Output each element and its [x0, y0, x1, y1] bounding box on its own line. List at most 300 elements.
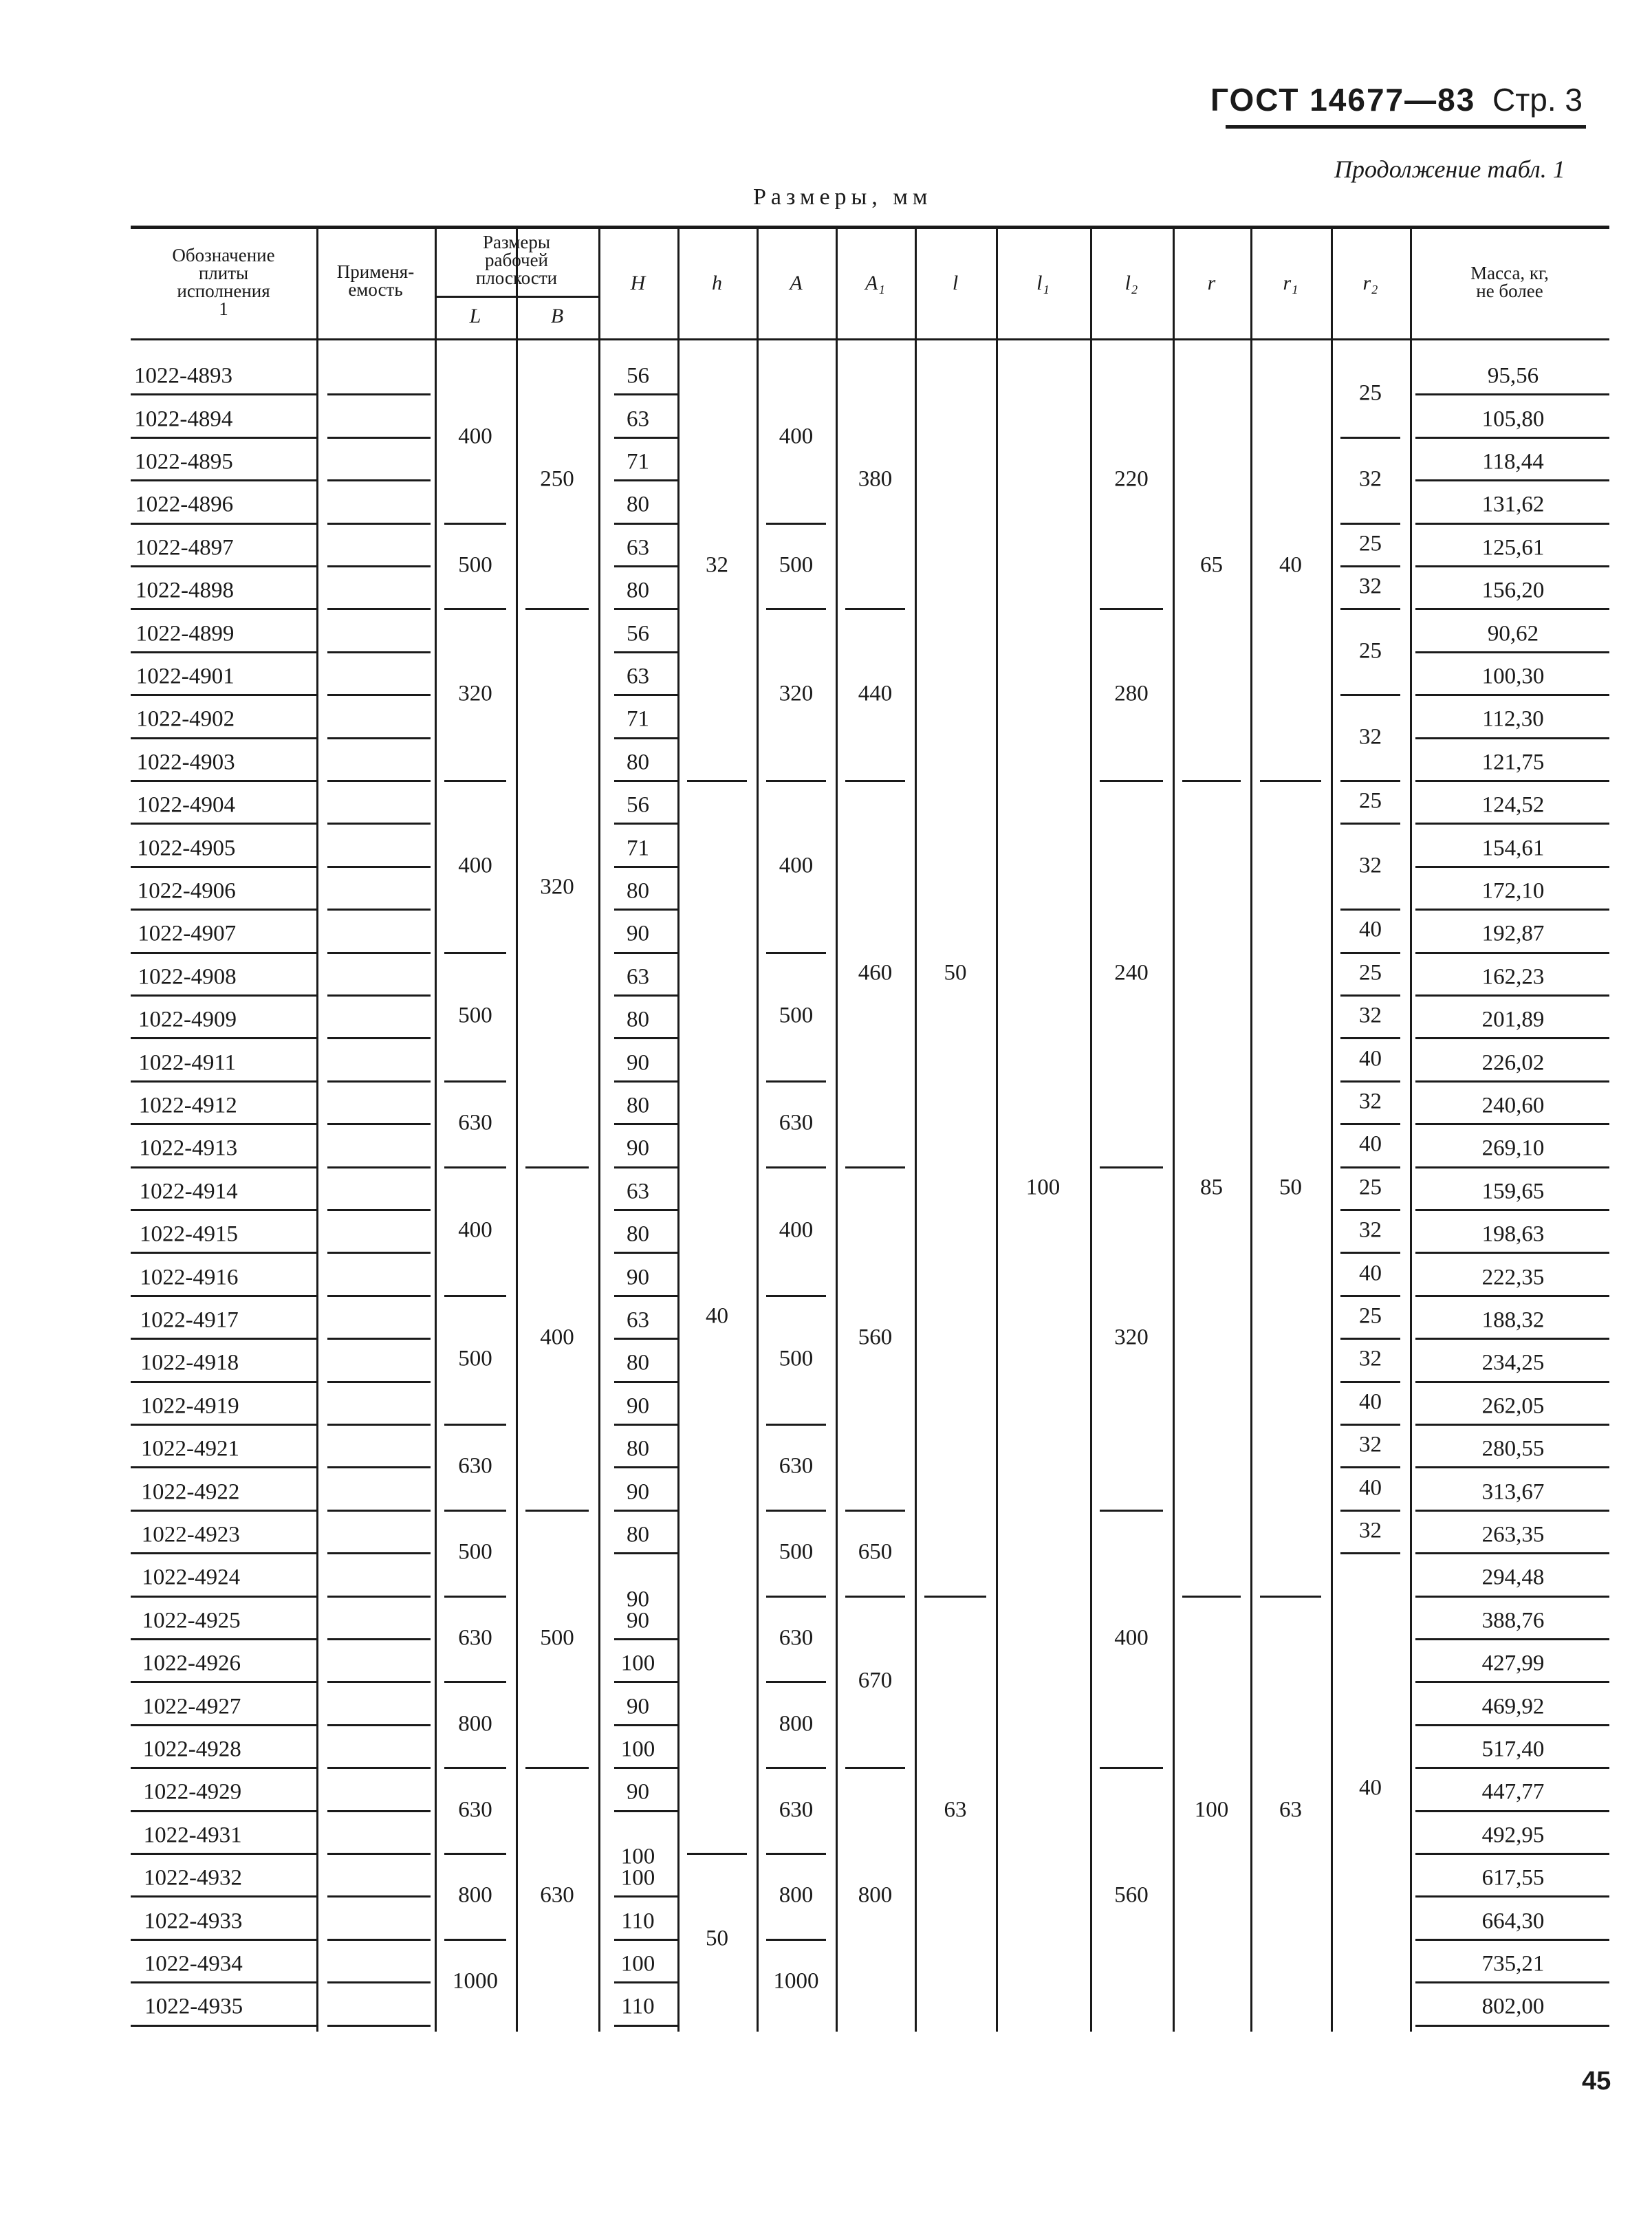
table-cell-r2: 32	[1359, 1346, 1382, 1371]
span-rule-a	[766, 1596, 826, 1598]
row-rule-mass	[1415, 1853, 1609, 1855]
table-row-mass: 313,67	[1481, 1479, 1545, 1505]
table-cell-r2: 32	[1359, 1003, 1382, 1028]
table-cell-r1: 40	[1279, 552, 1302, 578]
span-rule-l	[444, 1295, 506, 1297]
table-row-H: 90	[627, 1479, 649, 1505]
table-continuation-note: Продолжение табл. 1	[1334, 155, 1565, 183]
row-rule-designation	[131, 523, 316, 525]
span-rule-l	[444, 952, 506, 954]
table-cell-l: 800	[458, 1711, 492, 1737]
row-rule-designation	[131, 1381, 316, 1383]
table-cell-a: 320	[779, 681, 814, 706]
span-rule-r2	[1340, 1510, 1400, 1512]
row-rule-applicability	[327, 1767, 431, 1769]
span-rule-l	[444, 780, 506, 782]
table-cell-l2: 400	[1114, 1625, 1149, 1651]
row-rule-applicability	[327, 1981, 431, 1983]
row-rule-designation	[131, 1596, 316, 1598]
row-rule-mass	[1415, 1724, 1609, 1726]
table-cell-r: 65	[1200, 552, 1223, 578]
work-surface-split	[516, 296, 518, 338]
table-cell-b: 630	[540, 1882, 574, 1908]
table-cell-l: 63	[944, 1797, 967, 1823]
row-rule-applicability	[327, 2025, 431, 2027]
row-rule-mass	[1415, 565, 1609, 567]
row-rule-H	[614, 952, 677, 954]
row-rule-mass	[1415, 1810, 1609, 1812]
span-rule-a	[766, 1080, 826, 1083]
row-rule-applicability	[327, 1252, 431, 1254]
table-cell-b: 250	[540, 466, 574, 492]
table-cell-r: 85	[1200, 1175, 1223, 1200]
span-rule-r2	[1340, 1295, 1400, 1297]
table-cell-r2: 40	[1359, 1261, 1382, 1286]
table-row-designation: 1022-4904	[137, 792, 235, 818]
span-rule-a	[766, 1853, 826, 1855]
table-column-line	[677, 226, 680, 2032]
table-cell-h: 50	[706, 1926, 728, 1951]
row-rule-mass	[1415, 1552, 1609, 1554]
row-rule-designation	[131, 1424, 316, 1426]
table-row-mass: 664,30	[1481, 1909, 1545, 1934]
row-rule-applicability	[327, 866, 431, 868]
row-rule-designation	[131, 1209, 316, 1211]
row-rule-H	[614, 823, 677, 825]
table-cell-h: 40	[706, 1303, 728, 1329]
row-rule-applicability	[327, 608, 431, 610]
span-rule-r2	[1340, 608, 1400, 610]
table-cell-l2: 560	[1114, 1882, 1149, 1908]
table-row-H: 63	[627, 406, 649, 432]
row-rule-mass	[1415, 1209, 1609, 1211]
span-rule-b	[525, 1166, 589, 1168]
table-row-mass: 201,89	[1481, 1007, 1545, 1032]
span-rule-r2	[1340, 952, 1400, 954]
row-rule-designation	[131, 1123, 316, 1125]
row-rule-applicability	[327, 909, 431, 911]
row-rule-mass	[1415, 694, 1609, 696]
table-column-line	[1331, 226, 1333, 2032]
row-rule-applicability	[327, 565, 431, 567]
row-rule-applicability	[327, 1338, 431, 1340]
table-row-H: 90	[627, 1050, 649, 1076]
table-cell-a: 500	[779, 552, 814, 578]
table-cell-l2: 280	[1114, 681, 1149, 706]
table-cell-r2: 32	[1359, 1432, 1382, 1457]
table-cell-r2: 40	[1359, 1131, 1382, 1157]
table-merged-H: 100	[620, 1844, 655, 1869]
table-row-designation: 1022-4924	[142, 1565, 241, 1590]
row-rule-designation	[131, 437, 316, 439]
span-rule-r	[1182, 780, 1241, 782]
row-rule-designation	[131, 780, 316, 782]
table-row-H: 71	[627, 706, 649, 732]
span-rule-r2	[1340, 780, 1400, 782]
table-row-H: 63	[627, 1307, 649, 1333]
table-row-designation: 1022-4907	[138, 921, 237, 946]
row-rule-H	[614, 608, 677, 610]
table-row-mass: 226,02	[1481, 1050, 1545, 1076]
table-row-mass: 124,52	[1481, 792, 1545, 818]
table-row-designation: 1022-4911	[138, 1050, 237, 1076]
table-row-mass: 125,61	[1481, 535, 1545, 561]
row-rule-mass	[1415, 1510, 1609, 1512]
table-cell-r2: 25	[1359, 960, 1382, 986]
table-row-designation: 1022-4902	[136, 706, 235, 732]
row-rule-H	[614, 1209, 677, 1211]
header-rule	[1226, 125, 1586, 129]
header-r1: r₁	[1283, 272, 1298, 294]
span-rule-r2	[1340, 909, 1400, 911]
table-cell-l: 320	[458, 681, 492, 706]
row-rule-mass	[1415, 1080, 1609, 1083]
row-rule-designation	[131, 1810, 316, 1812]
row-rule-designation	[131, 1981, 316, 1983]
row-rule-designation	[131, 1295, 316, 1297]
table-row-mass: 802,00	[1481, 1994, 1545, 2019]
span-rule-l	[444, 1166, 506, 1168]
span-rule-a1	[845, 1596, 905, 1598]
table-row-H: 80	[627, 1007, 649, 1032]
table-column-line	[435, 226, 437, 2032]
table-row-H: 90	[627, 1135, 649, 1161]
span-rule-r2	[1340, 994, 1400, 997]
table-row-mass: 234,25	[1481, 1350, 1545, 1376]
table-row-designation: 1022-4931	[143, 1823, 242, 1848]
row-rule-H	[614, 1424, 677, 1426]
table-row-mass: 118,44	[1482, 449, 1544, 475]
row-rule-applicability	[327, 1080, 431, 1083]
table-cell-r2: 25	[1359, 638, 1382, 664]
span-rule-a	[766, 952, 826, 954]
row-rule-applicability	[327, 1037, 431, 1039]
row-rule-applicability	[327, 1810, 431, 1812]
table-cell-l: 500	[458, 1539, 492, 1565]
table-column-line	[996, 226, 998, 2032]
row-rule-H	[614, 780, 677, 782]
table-column-line	[836, 226, 838, 2032]
table-row-H: 56	[627, 363, 649, 389]
table-row-mass: 240,60	[1481, 1093, 1545, 1118]
table-row-designation: 1022-4934	[144, 1951, 243, 1977]
row-rule-designation	[131, 1638, 316, 1640]
span-rule-r2	[1340, 1123, 1400, 1125]
table-row-H: 100	[620, 1951, 655, 1977]
row-rule-applicability	[327, 523, 431, 525]
row-rule-designation	[131, 1037, 316, 1039]
span-rule-a	[766, 1166, 826, 1168]
table-cell-l2: 240	[1114, 960, 1149, 986]
table-row-H: 56	[627, 621, 649, 646]
row-rule-H	[614, 2025, 677, 2027]
table-row-designation: 1022-4925	[142, 1608, 241, 1633]
table-cell-r2: 25	[1359, 380, 1382, 406]
row-rule-mass	[1415, 952, 1609, 954]
table-cell-r2: 25	[1359, 531, 1382, 556]
table-row-mass: 156,20	[1481, 578, 1545, 603]
table-cell-l2: 220	[1114, 466, 1149, 492]
table-column-line	[757, 226, 759, 2032]
table-cell-a: 500	[779, 1346, 814, 1371]
span-rule-l	[924, 1596, 986, 1598]
table-row-designation: 1022-4898	[135, 578, 234, 603]
span-rule-l2	[1100, 608, 1163, 610]
row-rule-mass	[1415, 1681, 1609, 1683]
row-rule-applicability	[327, 1381, 431, 1383]
table-row-H: 90	[627, 1779, 649, 1805]
table-cell-l: 1000	[453, 1968, 498, 1994]
row-rule-mass	[1415, 823, 1609, 825]
table-row-designation: 1022-4929	[143, 1779, 242, 1805]
table-row-designation: 1022-4903	[136, 750, 235, 775]
span-rule-r2	[1340, 1080, 1400, 1083]
page-header-page-label: Стр. 3	[1492, 82, 1583, 118]
row-rule-H	[614, 994, 677, 997]
table-cell-a: 500	[779, 1539, 814, 1565]
table-row-designation: 1022-4916	[140, 1265, 239, 1290]
table-row-H: 80	[627, 1221, 649, 1247]
table-cell-l: 400	[458, 1217, 492, 1243]
table-row-designation: 1022-4897	[135, 535, 234, 561]
table-row-designation: 1022-4908	[138, 964, 237, 990]
row-rule-applicability	[327, 952, 431, 954]
row-rule-designation	[131, 737, 316, 739]
row-rule-H	[614, 1123, 677, 1125]
row-rule-applicability	[327, 479, 431, 481]
row-rule-H	[614, 651, 677, 653]
table-row-mass: 159,65	[1481, 1179, 1545, 1204]
table-row-designation: 1022-4913	[139, 1135, 238, 1161]
row-rule-mass	[1415, 1424, 1609, 1426]
table-cell-a: 800	[779, 1882, 814, 1908]
span-rule-r2	[1340, 565, 1400, 567]
table-cell-r1: 50	[1279, 1175, 1302, 1200]
row-rule-designation	[131, 393, 316, 395]
row-rule-designation	[131, 1338, 316, 1340]
table-row-designation: 1022-4922	[141, 1479, 240, 1505]
span-rule-l2	[1100, 1166, 1163, 1168]
table-column-line	[915, 226, 917, 2032]
span-rule-l	[444, 608, 506, 610]
table-row-H: 63	[627, 535, 649, 561]
row-rule-designation	[131, 1510, 316, 1512]
header-B: B	[550, 305, 564, 327]
table-row-designation: 1022-4896	[135, 492, 234, 517]
table-column-line	[1173, 226, 1175, 2032]
span-rule-r2	[1340, 1424, 1400, 1426]
table-column-line	[598, 226, 600, 2032]
row-rule-H	[614, 1981, 677, 1983]
span-rule-r1	[1260, 1596, 1321, 1598]
row-rule-designation	[131, 1552, 316, 1554]
row-rule-designation	[131, 1724, 316, 1726]
row-rule-applicability	[327, 1424, 431, 1426]
row-rule-mass	[1415, 994, 1609, 997]
header-L: L	[469, 305, 481, 327]
row-rule-designation	[131, 994, 316, 997]
row-rule-mass	[1415, 1166, 1609, 1168]
table-row-H: 110	[621, 1994, 655, 2019]
table-column-line	[1090, 226, 1092, 2032]
row-rule-applicability	[327, 1510, 431, 1512]
row-rule-mass	[1415, 437, 1609, 439]
table-cell-l: 630	[458, 1453, 492, 1479]
table-row-H: 90	[627, 1608, 649, 1633]
table-row-designation: 1022-4895	[134, 449, 233, 475]
row-rule-designation	[131, 1767, 316, 1769]
span-rule-r2	[1340, 1552, 1400, 1554]
span-rule-r2	[1340, 1166, 1400, 1168]
row-rule-mass	[1415, 909, 1609, 911]
table-row-mass: 162,23	[1481, 964, 1545, 990]
table-cell-l: 630	[458, 1625, 492, 1651]
span-rule-r2	[1340, 1037, 1400, 1039]
table-row-designation: 1022-4928	[142, 1737, 241, 1762]
table-header-rule	[131, 338, 1609, 340]
table-cell-a1: 560	[858, 1325, 893, 1350]
row-rule-mass	[1415, 1381, 1609, 1383]
row-rule-mass	[1415, 1037, 1609, 1039]
table-row-H: 110	[621, 1909, 655, 1934]
table-row-H: 63	[627, 664, 649, 689]
table-row-mass: 90,62	[1487, 621, 1539, 646]
span-rule-r2	[1340, 1252, 1400, 1254]
span-rule-b	[525, 1767, 589, 1769]
row-rule-H	[614, 479, 677, 481]
page-number: 45	[1582, 2067, 1611, 2096]
table-row-designation: 1022-4932	[144, 1865, 242, 1891]
row-rule-H	[614, 1166, 677, 1168]
table-cell-l: 50	[944, 960, 967, 986]
table-row-designation: 1022-4906	[137, 878, 236, 904]
row-rule-designation	[131, 1466, 316, 1468]
row-rule-H	[614, 1381, 677, 1383]
table-row-H: 100	[620, 1865, 655, 1891]
span-rule-a1	[845, 1767, 905, 1769]
table-cell-r2: 40	[1359, 1775, 1382, 1801]
table-cell-r2: 32	[1359, 724, 1382, 750]
row-rule-mass	[1415, 780, 1609, 782]
table-row-designation: 1022-4905	[137, 836, 236, 861]
row-rule-mass	[1415, 1596, 1609, 1598]
header-l: l	[952, 272, 959, 294]
row-rule-H	[614, 437, 677, 439]
table-row-designation: 1022-4901	[135, 664, 235, 689]
row-rule-applicability	[327, 1895, 431, 1898]
span-rule-l	[444, 1681, 506, 1683]
table-row-H: 80	[627, 578, 649, 603]
table-row-designation: 1022-4933	[144, 1909, 243, 1934]
row-rule-mass	[1415, 1295, 1609, 1297]
table-row-mass: 121,75	[1481, 750, 1545, 775]
span-rule-r2	[1340, 1338, 1400, 1340]
row-rule-H	[614, 1552, 677, 1554]
table-row-H: 90	[627, 921, 649, 946]
row-rule-H	[614, 1767, 677, 1769]
span-rule-l	[444, 1596, 506, 1598]
row-rule-mass	[1415, 479, 1609, 481]
table-cell-r: 100	[1194, 1797, 1229, 1823]
span-rule-l2	[1100, 780, 1163, 782]
row-rule-designation	[131, 2025, 316, 2027]
row-rule-mass	[1415, 1252, 1609, 1254]
row-rule-applicability	[327, 1466, 431, 1468]
table-cell-b: 400	[540, 1325, 574, 1350]
row-rule-H	[614, 1510, 677, 1512]
row-rule-designation	[131, 1166, 316, 1168]
table-row-H: 63	[627, 1179, 649, 1204]
table-row-H: 100	[620, 1737, 655, 1762]
table-row-H: 90	[627, 1393, 649, 1419]
row-rule-H	[614, 1338, 677, 1340]
row-rule-applicability	[327, 651, 431, 653]
table-row-H: 56	[627, 792, 649, 818]
table-row-H: 80	[627, 750, 649, 775]
table-column-line	[1250, 226, 1252, 2032]
span-rule-r2	[1340, 694, 1400, 696]
table-cell-r2: 32	[1359, 1518, 1382, 1543]
row-rule-mass	[1415, 1939, 1609, 1941]
span-rule-l	[444, 1080, 506, 1083]
header-applicability: Применя- емость	[336, 261, 415, 300]
span-rule-l	[444, 1510, 506, 1512]
table-cell-b: 320	[540, 874, 574, 900]
span-rule-l	[444, 1853, 506, 1855]
table-row-designation: 1022-4921	[141, 1436, 239, 1461]
row-rule-H	[614, 1466, 677, 1468]
row-rule-applicability	[327, 780, 431, 782]
table-row-H: 80	[627, 1436, 649, 1461]
row-rule-applicability	[327, 1552, 431, 1554]
table-row-mass: 388,76	[1481, 1608, 1545, 1633]
table-column-line	[516, 226, 518, 2032]
table-cell-l2: 320	[1114, 1325, 1149, 1350]
table-cell-a1: 440	[858, 681, 893, 706]
row-rule-applicability	[327, 1681, 431, 1683]
table-row-designation: 1022-4919	[140, 1393, 239, 1419]
table-row-mass: 492,95	[1481, 1823, 1545, 1848]
table-row-mass: 105,80	[1481, 406, 1545, 432]
span-rule-r2	[1340, 523, 1400, 525]
span-rule-b	[525, 1510, 589, 1512]
row-rule-mass	[1415, 608, 1609, 610]
span-rule-a1	[845, 608, 905, 610]
table-row-mass: 188,32	[1481, 1307, 1545, 1333]
table-cell-l: 400	[458, 853, 492, 878]
table-cell-r1: 63	[1279, 1797, 1302, 1823]
row-rule-applicability	[327, 1209, 431, 1211]
table-row-H: 71	[627, 449, 649, 475]
table-row-mass: 95,56	[1487, 363, 1539, 389]
table-cell-a: 500	[779, 1003, 814, 1028]
table-row-designation: 1022-4909	[138, 1007, 237, 1032]
table-cell-r2: 32	[1359, 466, 1382, 492]
row-rule-designation	[131, 1853, 316, 1855]
table-cell-r2: 40	[1359, 917, 1382, 942]
table-cell-a1: 670	[858, 1668, 893, 1693]
row-rule-designation	[131, 694, 316, 696]
table-cell-r2: 40	[1359, 1475, 1382, 1501]
table-cell-b: 500	[540, 1625, 574, 1651]
table-row-mass: 735,21	[1481, 1951, 1545, 1977]
table-cell-r2: 40	[1359, 1389, 1382, 1415]
row-rule-H	[614, 909, 677, 911]
span-rule-a	[766, 1510, 826, 1512]
row-rule-designation	[131, 1895, 316, 1898]
table-row-mass: 269,10	[1481, 1135, 1545, 1161]
units-caption: Размеры, мм	[753, 184, 933, 210]
